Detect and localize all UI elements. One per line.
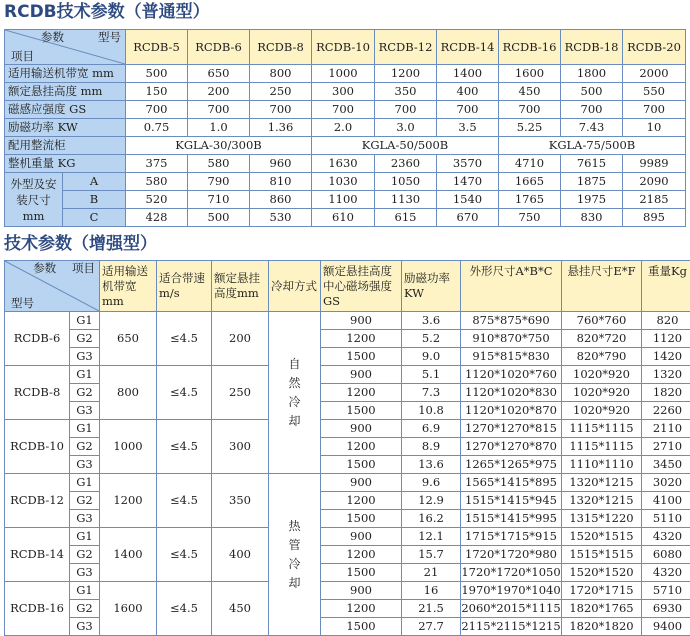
model-name: RCDB-8 (5, 366, 70, 420)
power-cell: 12.9 (402, 492, 461, 510)
gs-cell: 900 (321, 366, 402, 384)
mount-cell: 1315*1220 (562, 510, 642, 528)
mount-cell: 1820*1820 (562, 618, 642, 636)
table-cell: 960 (250, 155, 312, 173)
gs-cell: 900 (321, 474, 402, 492)
model-header: RCDB-10 (312, 30, 375, 65)
weight-cell: 6930 (642, 600, 690, 618)
corner-header-cell (5, 261, 100, 312)
model-name: RCDB-12 (5, 474, 70, 528)
mount-cell: 1115*1115 (562, 420, 642, 438)
header-power: 励磁功率KW (402, 261, 461, 312)
suspend-height: 200 (212, 312, 269, 366)
gs-cell: 1500 (321, 402, 402, 420)
weight-cell: 1320 (642, 366, 690, 384)
grade-cell: G1 (70, 528, 100, 546)
power-cell: 5.2 (402, 330, 461, 348)
table-cell: 300 (312, 83, 375, 101)
table-cell: 1130 (375, 191, 437, 209)
header-cooling: 冷却方式 (269, 261, 321, 312)
model-row (5, 366, 690, 384)
gs-cell: 1200 (321, 546, 402, 564)
gs-cell: 900 (321, 420, 402, 438)
mount-cell: 1515*1515 (562, 546, 642, 564)
table-cell: 428 (126, 209, 188, 227)
gs-cell: 900 (321, 528, 402, 546)
weight-cell: 5710 (642, 582, 690, 600)
cooling-natural: 自然冷却 (269, 312, 321, 474)
table-cell: 500 (188, 209, 250, 227)
model-header: RCDB-18 (561, 30, 623, 65)
power-cell: 21.5 (402, 600, 461, 618)
weight-row (5, 155, 686, 173)
table-cell: 650 (188, 65, 250, 83)
table-cell: 790 (188, 173, 250, 191)
model-row (5, 312, 690, 330)
weight-cell: 820 (642, 312, 690, 330)
table-cell: 1.0 (188, 119, 250, 137)
power-cell: 9.6 (402, 474, 461, 492)
table-cell: 500 (561, 83, 623, 101)
table-cell: 895 (623, 209, 686, 227)
belt-speed: ≤4.5 (157, 420, 212, 474)
grade-cell: G1 (70, 582, 100, 600)
table-cell: 610 (312, 209, 375, 227)
table-row (5, 83, 686, 101)
table2-title: 技术参数（增强型） (4, 234, 157, 254)
mount-cell: 1115*1115 (562, 438, 642, 456)
header-belt: 适用输送机带宽mm (100, 261, 157, 312)
belt-width: 800 (100, 366, 157, 420)
rectifier-group: KGLA-75/500B (499, 137, 686, 155)
mount-cell: 1520*1520 (562, 564, 642, 582)
table-cell: 1630 (312, 155, 375, 173)
power-cell: 21 (402, 564, 461, 582)
power-cell: 7.3 (402, 384, 461, 402)
table-cell: 0.75 (126, 119, 188, 137)
gs-cell: 900 (321, 582, 402, 600)
model-name: RCDB-10 (5, 420, 70, 474)
weight-cell: 1120 (642, 330, 690, 348)
model-header: RCDB-16 (499, 30, 561, 65)
grade-cell: G3 (70, 456, 100, 474)
header-weight: 重量Kg (642, 261, 690, 312)
model-header: RCDB-6 (188, 30, 250, 65)
table1-title: RCDB技术参数（普通型） (4, 2, 210, 22)
dim-cell: 1120*1020*870 (461, 402, 562, 420)
table-row (5, 65, 686, 83)
model-row (5, 528, 690, 546)
mount-cell: 820*790 (562, 348, 642, 366)
table-cell: 7615 (561, 155, 623, 173)
gs-cell: 1500 (321, 348, 402, 366)
table-cell: 1875 (561, 173, 623, 191)
grade-cell: G1 (70, 312, 100, 330)
grade-cell: G2 (70, 384, 100, 402)
row-label: 配用整流柜 (5, 137, 126, 155)
mount-cell: 820*720 (562, 330, 642, 348)
rectifier-row (5, 137, 686, 155)
table-row (5, 119, 686, 137)
belt-speed: ≤4.5 (157, 312, 212, 366)
dim-cell: 1970*1970*1040 (461, 582, 562, 600)
table-cell: 800 (250, 65, 312, 83)
dim-row (5, 173, 686, 191)
power-cell: 5.1 (402, 366, 461, 384)
corner-header-cell (5, 30, 126, 65)
weight-cell: 4320 (642, 528, 690, 546)
dim-key: B (63, 191, 126, 209)
table-row (5, 101, 686, 119)
belt-width: 1600 (100, 582, 157, 636)
corner-label-right: 项目 (72, 262, 95, 275)
row-label: 适用输送机带宽 mm (5, 65, 126, 83)
dim-cell: 1515*1415*945 (461, 492, 562, 510)
row-label: 磁感应强度 GS (5, 101, 126, 119)
dim-cell: 1715*1715*915 (461, 528, 562, 546)
table-cell: 700 (375, 101, 437, 119)
model-name: RCDB-6 (5, 312, 70, 366)
mount-cell: 1720*1715 (562, 582, 642, 600)
table-cell: 700 (312, 101, 375, 119)
gs-cell: 1500 (321, 618, 402, 636)
dims-label: 外型及安装尺寸 mm (5, 173, 63, 227)
table-cell: 700 (437, 101, 499, 119)
header-gs: 额定悬挂高度中心磁场强度GS (321, 261, 402, 312)
dim-cell: 910*870*750 (461, 330, 562, 348)
power-cell: 10.8 (402, 402, 461, 420)
model-row (5, 420, 690, 438)
model-row (5, 474, 690, 492)
header-dim: 外形尺寸A*B*C (461, 261, 562, 312)
weight-cell: 3450 (642, 456, 690, 474)
suspend-height: 350 (212, 474, 269, 528)
table-cell: 10 (623, 119, 686, 137)
table-cell: 2360 (375, 155, 437, 173)
table-cell: 1.36 (250, 119, 312, 137)
mount-cell: 1020*920 (562, 402, 642, 420)
weight-cell: 2260 (642, 402, 690, 420)
corner-label-bottom: 型号 (11, 297, 34, 310)
corner-label-top: 参数 (33, 262, 56, 275)
power-cell: 12.1 (402, 528, 461, 546)
grade-cell: G2 (70, 330, 100, 348)
table-cell: 1975 (561, 191, 623, 209)
suspend-height: 450 (212, 582, 269, 636)
header-row (5, 261, 690, 312)
table-cell: 500 (126, 65, 188, 83)
grade-cell: G2 (70, 546, 100, 564)
table-cell: 710 (188, 191, 250, 209)
gs-cell: 1200 (321, 438, 402, 456)
grade-cell: G3 (70, 402, 100, 420)
table-cell: 700 (250, 101, 312, 119)
model-name: RCDB-14 (5, 528, 70, 582)
table-cell: 615 (375, 209, 437, 227)
rectifier-group: KGLA-30/300B (126, 137, 312, 155)
grade-cell: G1 (70, 474, 100, 492)
table-cell: 2185 (623, 191, 686, 209)
dim-key: A (63, 173, 126, 191)
grade-cell: G3 (70, 348, 100, 366)
table-cell: 700 (499, 101, 561, 119)
dim-cell: 1120*1020*760 (461, 366, 562, 384)
table-cell: 550 (623, 83, 686, 101)
cooling-heatpipe: 热管冷却 (269, 474, 321, 636)
gs-cell: 1500 (321, 510, 402, 528)
dim-cell: 1565*1415*895 (461, 474, 562, 492)
belt-width: 650 (100, 312, 157, 366)
table-cell: 750 (499, 209, 561, 227)
table-cell: 2.0 (312, 119, 375, 137)
belt-speed: ≤4.5 (157, 474, 212, 528)
grade-cell: G1 (70, 420, 100, 438)
mount-cell: 1320*1215 (562, 492, 642, 510)
row-label: 额定悬挂高度 mm (5, 83, 126, 101)
belt-speed: ≤4.5 (157, 528, 212, 582)
gs-cell: 1200 (321, 330, 402, 348)
mount-cell: 1320*1215 (562, 474, 642, 492)
weight-cell: 4320 (642, 564, 690, 582)
table-cell: 2000 (623, 65, 686, 83)
dim-cell: 2060*2015*1115 (461, 600, 562, 618)
table-cell: 450 (499, 83, 561, 101)
enhanced-spec-table (4, 260, 690, 636)
gs-cell: 1500 (321, 456, 402, 474)
table-cell: 670 (437, 209, 499, 227)
model-header: RCDB-20 (623, 30, 686, 65)
table-cell: 1030 (312, 173, 375, 191)
table-cell: 3.0 (375, 119, 437, 137)
header-mount: 悬挂尺寸E*F (562, 261, 642, 312)
model-header: RCDB-8 (250, 30, 312, 65)
dim-cell: 915*815*830 (461, 348, 562, 366)
table-cell: 200 (188, 83, 250, 101)
table-cell: 810 (250, 173, 312, 191)
dim-cell: 2115*2115*1215 (461, 618, 562, 636)
dim-cell: 1720*1720*980 (461, 546, 562, 564)
weight-cell: 2110 (642, 420, 690, 438)
mount-cell: 1820*1765 (562, 600, 642, 618)
power-cell: 27.7 (402, 618, 461, 636)
corner-label-bottom: 项目 (11, 50, 34, 63)
mount-cell: 1020*920 (562, 366, 642, 384)
mount-cell: 1020*920 (562, 384, 642, 402)
grade-cell: G3 (70, 618, 100, 636)
mount-cell: 1110*1110 (562, 456, 642, 474)
table-cell: 1050 (375, 173, 437, 191)
table-cell: 1800 (561, 65, 623, 83)
header-speed: 适合带速m/s (157, 261, 212, 312)
model-header: RCDB-14 (437, 30, 499, 65)
power-cell: 16.2 (402, 510, 461, 528)
belt-width: 1400 (100, 528, 157, 582)
grade-cell: G3 (70, 510, 100, 528)
model-header: RCDB-5 (126, 30, 188, 65)
suspend-height: 300 (212, 420, 269, 474)
rectifier-group: KGLA-50/500B (312, 137, 499, 155)
power-cell: 6.9 (402, 420, 461, 438)
power-cell: 15.7 (402, 546, 461, 564)
table-cell: 2090 (623, 173, 686, 191)
table-cell: 1100 (312, 191, 375, 209)
weight-cell: 9400 (642, 618, 690, 636)
table-cell: 1200 (375, 65, 437, 83)
grade-cell: G1 (70, 366, 100, 384)
grade-cell: G2 (70, 438, 100, 456)
dim-cell: 1720*1720*1050 (461, 564, 562, 582)
table-cell: 1765 (499, 191, 561, 209)
model-header: RCDB-12 (375, 30, 437, 65)
table-cell: 700 (188, 101, 250, 119)
corner-label-top: 参数 (41, 31, 64, 44)
mount-cell: 1520*1515 (562, 528, 642, 546)
table-cell: 1665 (499, 173, 561, 191)
gs-cell: 1200 (321, 600, 402, 618)
dim-cell: 1270*1270*870 (461, 438, 562, 456)
table-cell: 700 (126, 101, 188, 119)
gs-cell: 1200 (321, 492, 402, 510)
power-cell: 13.6 (402, 456, 461, 474)
table-cell: 1470 (437, 173, 499, 191)
table-cell: 1540 (437, 191, 499, 209)
corner-label-right: 型号 (98, 31, 121, 44)
table-cell: 1000 (312, 65, 375, 83)
table-cell: 520 (126, 191, 188, 209)
power-cell: 9.0 (402, 348, 461, 366)
weight-cell: 6080 (642, 546, 690, 564)
table-cell: 9989 (623, 155, 686, 173)
grade-cell: G3 (70, 564, 100, 582)
table-cell: 4710 (499, 155, 561, 173)
table-cell: 3570 (437, 155, 499, 173)
dim-cell: 1270*1270*815 (461, 420, 562, 438)
header-height: 额定悬挂高度mm (212, 261, 269, 312)
belt-width: 1200 (100, 474, 157, 528)
model-row (5, 582, 690, 600)
table-cell: 400 (437, 83, 499, 101)
header-row (5, 30, 686, 65)
grade-cell: G2 (70, 600, 100, 618)
gs-cell: 900 (321, 312, 402, 330)
weight-cell: 2710 (642, 438, 690, 456)
weight-cell: 5110 (642, 510, 690, 528)
weight-cell: 1820 (642, 384, 690, 402)
table-cell: 580 (126, 173, 188, 191)
suspend-height: 250 (212, 366, 269, 420)
weight-cell: 4100 (642, 492, 690, 510)
row-label: 整机重量 KG (5, 155, 126, 173)
table-cell: 150 (126, 83, 188, 101)
dim-row (5, 209, 686, 227)
table-cell: 830 (561, 209, 623, 227)
dim-cell: 1265*1265*975 (461, 456, 562, 474)
power-cell: 3.6 (402, 312, 461, 330)
table-cell: 700 (623, 101, 686, 119)
gs-cell: 1200 (321, 384, 402, 402)
dim-cell: 1120*1020*830 (461, 384, 562, 402)
model-name: RCDB-16 (5, 582, 70, 636)
table-cell: 3.5 (437, 119, 499, 137)
table-cell: 700 (561, 101, 623, 119)
weight-cell: 1420 (642, 348, 690, 366)
belt-speed: ≤4.5 (157, 582, 212, 636)
dim-cell: 1515*1415*995 (461, 510, 562, 528)
table-cell: 350 (375, 83, 437, 101)
suspend-height: 400 (212, 528, 269, 582)
table-cell: 250 (250, 83, 312, 101)
weight-cell: 3020 (642, 474, 690, 492)
row-label: 励磁功率 KW (5, 119, 126, 137)
mount-cell: 760*760 (562, 312, 642, 330)
table-cell: 375 (126, 155, 188, 173)
table-cell: 7.43 (561, 119, 623, 137)
table-cell: 530 (250, 209, 312, 227)
table-cell: 5.25 (499, 119, 561, 137)
table-cell: 580 (188, 155, 250, 173)
grade-cell: G2 (70, 492, 100, 510)
gs-cell: 1500 (321, 564, 402, 582)
table-cell: 860 (250, 191, 312, 209)
power-cell: 16 (402, 582, 461, 600)
table-cell: 1600 (499, 65, 561, 83)
dim-row (5, 191, 686, 209)
dim-cell: 875*875*690 (461, 312, 562, 330)
belt-width: 1000 (100, 420, 157, 474)
standard-spec-table (4, 29, 686, 227)
table-cell: 1400 (437, 65, 499, 83)
power-cell: 8.9 (402, 438, 461, 456)
belt-speed: ≤4.5 (157, 366, 212, 420)
dim-key: C (63, 209, 126, 227)
